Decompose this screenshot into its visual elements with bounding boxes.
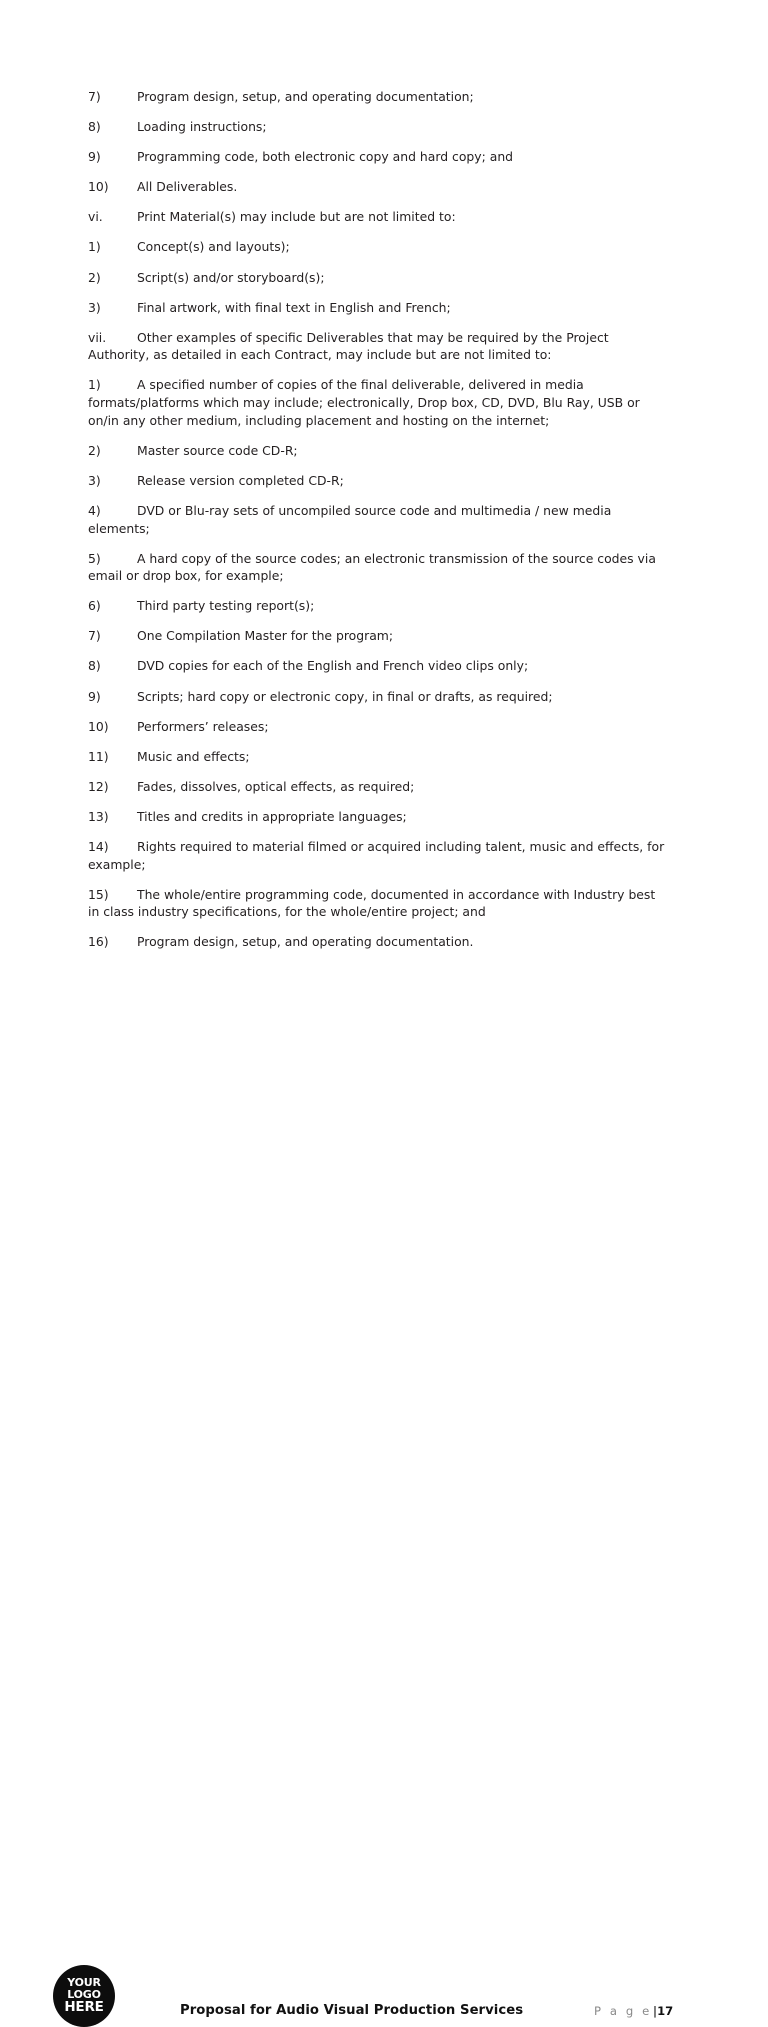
- list-item-marker: 3): [88, 299, 101, 315]
- list-item: [88, 933, 669, 951]
- list-item-marker: 15): [88, 886, 109, 902]
- list-item-marker: vi.: [88, 209, 103, 225]
- list-item: [88, 718, 669, 736]
- page-label: P a g e: [594, 2004, 652, 2018]
- list-item: [88, 178, 669, 196]
- list-item: [88, 627, 669, 645]
- list-item: [88, 208, 669, 226]
- list-item: [88, 442, 669, 460]
- list-item-text: Concept(s) and layouts);: [137, 239, 290, 255]
- list-item-marker: vii.: [88, 329, 107, 345]
- page-number-value: 17: [657, 2004, 674, 2018]
- logo-line-1: YOUR: [67, 1976, 101, 1990]
- list-item-text: Release version completed CD-R;: [137, 472, 344, 488]
- list-item: [88, 329, 669, 364]
- logo-line-3: HERE: [64, 1999, 104, 2016]
- list-item-text: Loading instructions;: [137, 119, 267, 135]
- list-item-marker: 11): [88, 748, 109, 764]
- list-item-text: DVD or Blu-ray sets of uncompiled source code and multimedia / new media elements;: [88, 502, 612, 536]
- list-item-text: A hard copy of the source codes; an electronic transmission of the source codes via email or drop box, for example;: [88, 550, 656, 584]
- list-item: [88, 748, 669, 766]
- list-item-text: Script(s) and/or storyboard(s);: [137, 269, 325, 285]
- list-item-text: Program design, setup, and operating documentation.: [137, 934, 474, 950]
- list-item-marker: 13): [88, 808, 109, 824]
- list-item-marker: 16): [88, 934, 109, 950]
- list-item-text: Performers’ releases;: [137, 718, 269, 734]
- list-item-text: Titles and credits in appropriate languages;: [137, 808, 407, 824]
- list-item-marker: 10): [88, 179, 109, 195]
- list-item-text: Fades, dissolves, optical effects, as required;: [137, 778, 415, 794]
- page-number-indicator: [594, 2004, 673, 2018]
- list-item: [88, 269, 669, 287]
- list-item: [88, 838, 669, 873]
- list-item-text: Rights required to material filmed or acquired including talent, music and effects, for example;: [88, 839, 665, 872]
- list-item: [88, 808, 669, 826]
- list-item-marker: 1): [88, 239, 101, 255]
- list-item-marker: 6): [88, 598, 101, 614]
- list-item-marker: 8): [88, 658, 101, 674]
- list-item: [88, 778, 669, 796]
- list-item-text: Programming code, both electronic copy and hard copy; and: [137, 149, 514, 165]
- list-item-marker: 10): [88, 718, 109, 734]
- list-item-text: A specified number of copies of the final deliverable, delivered in media formats/platforms which may include; electronically, Drop box, CD, DVD, Blu Ray, USB or on/in any other medium, including placement and hosting on the internet;: [88, 377, 640, 428]
- list-item: [88, 597, 669, 615]
- list-item-marker: 2): [88, 269, 101, 285]
- list-item: [88, 886, 669, 921]
- footer-document-title: Proposal for Audio Visual Production Services: [180, 2003, 524, 2018]
- list-item-text: All Deliverables.: [137, 179, 238, 195]
- list-item: [88, 299, 669, 317]
- list-item-marker: 3): [88, 472, 101, 488]
- list-item-text: Print Material(s) may include but are not limited to:: [137, 209, 456, 225]
- list-item-text: DVD copies for each of the English and French video clips only;: [137, 658, 529, 674]
- list-item-marker: 14): [88, 839, 109, 855]
- list-item-marker: 7): [88, 89, 101, 104]
- document-body: [88, 88, 669, 964]
- list-item: [88, 472, 669, 490]
- list-item: [88, 688, 669, 706]
- page-footer: [0, 974, 768, 2018]
- list-item-text: The whole/entire programming code, documented in accordance with Industry best in class industry specifications, for the whole/entire project; and: [88, 886, 656, 920]
- list-item: [88, 238, 669, 256]
- list-item-marker: 12): [88, 778, 109, 794]
- list-item: [88, 550, 669, 585]
- list-item: [88, 657, 669, 675]
- list-item-marker: 5): [88, 550, 101, 566]
- logo-line-2: LOGO: [67, 1988, 101, 2002]
- list-item-text: Other examples of specific Deliverables that may be required by the Project Authority, as detailed in each Contract, may include but are not limited to:: [88, 329, 609, 363]
- list-item-marker: 7): [88, 628, 101, 644]
- list-item-marker: 4): [88, 502, 101, 518]
- list-item-text: Third party testing report(s);: [137, 598, 315, 614]
- list-item-marker: 1): [88, 377, 101, 393]
- list-item-marker: 9): [88, 688, 101, 704]
- list-item: [88, 148, 669, 166]
- list-item: [88, 88, 669, 106]
- list-item: [88, 502, 669, 537]
- company-logo: [53, 1965, 115, 2027]
- list-item: [88, 376, 669, 429]
- list-item-text: Final artwork, with final text in English and French;: [137, 299, 451, 315]
- list-item-marker: 9): [88, 149, 101, 165]
- list-item-text: Scripts; hard copy or electronic copy, in final or drafts, as required;: [137, 688, 553, 704]
- list-item-text: Music and effects;: [137, 748, 250, 764]
- list-item: [88, 118, 669, 136]
- list-item-marker: 2): [88, 442, 101, 458]
- list-item-text: One Compilation Master for the program;: [137, 628, 394, 644]
- page-separator: |: [652, 2004, 658, 2018]
- list-item-text: Master source code CD-R;: [137, 442, 298, 458]
- list-item-marker: 8): [88, 119, 101, 135]
- list-item-text: Program design, setup, and operating documentation;: [137, 89, 474, 104]
